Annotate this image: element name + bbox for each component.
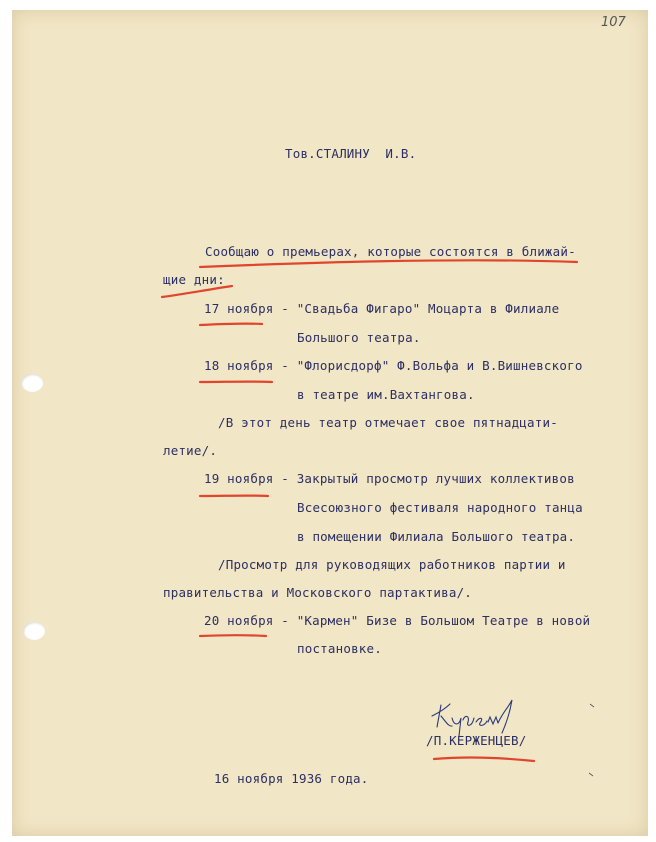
document-date: 16 ноября 1936 года. (214, 771, 369, 786)
body-line: Всесоюзного фестиваля народного танца (297, 500, 583, 515)
body-line: в помещении Филиала Большого театра. (297, 529, 576, 544)
body-line: /Просмотр для руководящих работников партии и (218, 557, 566, 572)
body-line: 18 ноября - "Флорисдорф" Ф.Вольфа и В.Вишневского (204, 358, 583, 373)
body-line: Большого театра. (297, 330, 421, 345)
punch-hole-upper (21, 374, 43, 392)
body-line: постановке. (297, 641, 382, 656)
body-line: /В этот день театр отмечает свое пятнадцати- (218, 415, 558, 430)
body-line: правительства и Московского партактива/. (163, 585, 473, 600)
body-line: 17 ноября - "Свадьба Фигаро" Моцарта в Филиале (204, 301, 560, 316)
addressee: Тов.СТАЛИНУ И.В. (285, 146, 417, 161)
body-line: 19 ноября - Закрытый просмотр лучших коллективов (204, 471, 575, 486)
body-line: Сообщаю о премьерах, которые состоятся в ближай- (205, 244, 576, 259)
body-line: в театре им.Вахтангова. (297, 387, 475, 402)
body-line: летие/. (163, 443, 218, 458)
page-number: 107 (601, 15, 626, 30)
body-line: 20 ноября - "Кармен" Бизе в Большом Театре в новой (204, 613, 591, 628)
signature-typed: /П.КЕРЖЕНЦЕВ/ (426, 733, 527, 748)
body-line: щие дни: (163, 272, 225, 287)
punch-hole-lower (23, 622, 45, 640)
